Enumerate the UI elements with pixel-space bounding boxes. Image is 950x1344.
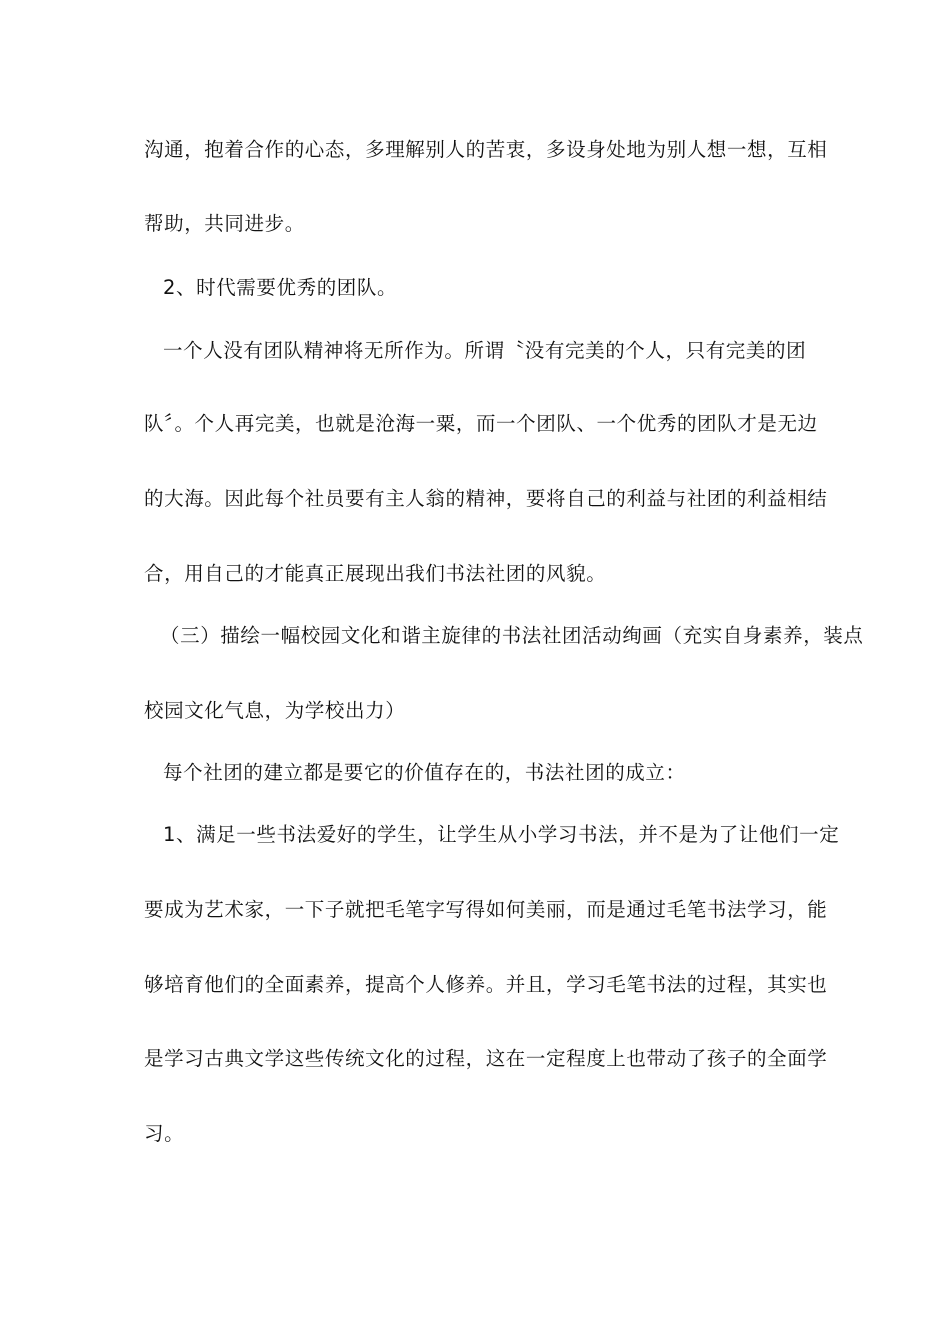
paragraph-line-5: 的大海。因此每个社员要有主人翁的精神，要将自己的利益与社团的利益相结 (144, 487, 828, 510)
paragraph-line-1: 沟通，抱着合作的心态，多理解别人的苦衷，多设身处地为别人想一想，互相 (144, 138, 828, 161)
section-heading-3: （三）描绘一幅校园文化和谐主旋律的书法社团活动绚画（充实自身素养，装点 (160, 624, 864, 647)
paragraph-line-3: 一个人没有团队精神将无所作为。所谓〝没有完美的个人，只有完美的团 (163, 339, 807, 362)
list-item-1-line-2: 要成为艺术家，一下子就把毛笔字写得如何美丽，而是通过毛笔书法学习，能 (144, 898, 828, 921)
list-item-1-line-5: 习。 (144, 1122, 185, 1145)
paragraph-line-8: 每个社团的建立都是要它的价值存在的，书法社团的成立： (163, 761, 686, 784)
paragraph-line-7: 校园文化气息，为学校出力） (144, 699, 406, 722)
paragraph-line-2: 帮助，共同进步。 (144, 212, 305, 235)
section-heading-2: 2、时代需要优秀的团队。 (163, 276, 398, 299)
paragraph-line-4: 队〞。个人再完美，也就是沧海一粟，而一个团队、一个优秀的团队才是无边 (144, 412, 818, 435)
list-item-1-line-1: 1、满足一些书法爱好的学生，让学生从小学习书法，并不是为了让他们一定 (163, 823, 840, 846)
list-item-1-line-4: 是学习古典文学这些传统文化的过程，这在一定程度上也带动了孩子的全面学 (144, 1047, 828, 1070)
paragraph-line-6: 合，用自己的才能真正展现出我们书法社团的风貌。 (144, 562, 607, 585)
list-item-1-line-3: 够培育他们的全面素养，提高个人修养。并且，学习毛笔书法的过程，其实也 (144, 973, 828, 996)
